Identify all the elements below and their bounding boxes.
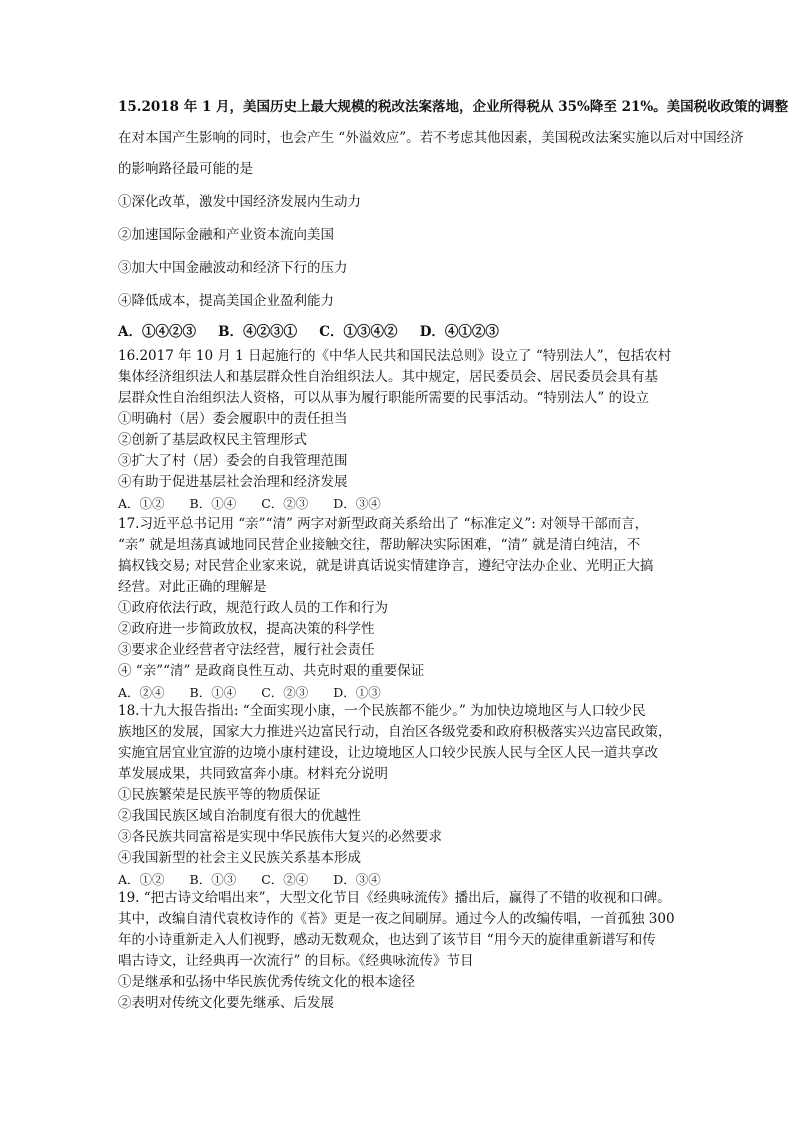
question-18-option-2: ②我国民族区域自治制度有很大的优越性 <box>118 808 361 824</box>
question-19 <box>118 888 778 1014</box>
question-17-stem-line-3: 搞权钱交易; 对民营企业家来说，就是讲真话说实情建诤言，遵纪守法办企业、光明正大搞 <box>118 558 654 574</box>
question-17-answer-choices: A．②④ B．①④ C．②③ D．①③ <box>118 685 381 700</box>
question-18-option-3: ③各民族共同富裕是实现中华民族伟大复兴的必然要求 <box>118 829 442 845</box>
question-19-stem-line-3: 年的小诗重新走入人们视野，感动无数观众，也达到了该节目 “用今天的旋律重新谱写和传 <box>118 932 656 948</box>
question-19-stem-line-2: 其中，改编自清代袁枚诗作的《苔》更是一夜之间刷屏。通过今人的改编传唱，一首孤独 300 <box>118 911 675 927</box>
question-15 <box>118 92 789 348</box>
question-17-option-1: ①政府依法行政，规范行政人员的工作和行为 <box>118 600 388 616</box>
question-17-stem-line-4: 经营。对此正确的理解是 <box>118 579 267 595</box>
question-16-stem-line-3: 层群众性自治组织法人资格，可以从事为履行职能所需要的民事活动。“特别法人” 的设立 <box>118 390 650 406</box>
question-19-stem-line-1: 19. “把古诗文给唱出来”，大型文化节目《经典咏流传》播出后，赢得了不错的收视和口碑。 <box>118 890 671 906</box>
question-18-stem-line-3: 实施宜居宜业宜游的边境小康村建设，让边境地区人口较少民族人民与全区人民一道共享改 <box>118 745 658 761</box>
question-15-option-3: ③加大中国金融波动和经济下行的压力 <box>118 260 348 276</box>
question-18-stem-line-1: 18.十九大报告指出: “全面实现小康，一个民族都不能少。” 为加快边境地区与人口较少民 <box>118 703 646 719</box>
question-18-option-1: ①民族繁荣是民族平等的物质保证 <box>118 787 321 803</box>
question-16-option-3: ③扩大了村（居）委会的自我管理范围 <box>118 453 348 469</box>
question-19-option-2: ②表明对传统文化要先继承、后发展 <box>118 995 334 1011</box>
question-18-stem-line-4: 革发展成果，共同致富奔小康。材料充分说明 <box>118 766 388 782</box>
question-17 <box>118 514 778 703</box>
question-16-option-2: ②创新了基层政权民主管理形式 <box>118 432 307 448</box>
question-18-stem-line-2: 族地区的发展，国家大力推进兴边富民行动，自治区各级党委和政府积极落实兴边富民政策， <box>118 724 672 740</box>
question-16 <box>118 346 778 514</box>
question-15-stem-line-3: 的影响路径最可能的是 <box>118 161 253 177</box>
question-15-option-2: ②加速国际金融和产业资本流向美国 <box>118 227 334 243</box>
question-16-option-1: ①明确村（居）委会履职中的责任担当 <box>118 411 348 427</box>
question-16-answer-choices: A．①② B．①④ C．②③ D．③④ <box>118 496 381 511</box>
question-19-option-1: ①是继承和弘扬中华民族优秀传统文化的根本途径 <box>118 974 415 990</box>
question-17-stem-line-2: “亲” 就是坦荡真诚地同民营企业接触交往，帮助解决实际困难，“清” 就是清白纯洁，不 <box>118 537 641 553</box>
question-19-stem-line-4: 唱古诗文，让经典再一次流行” 的目标。《经典咏流传》节目 <box>118 953 474 969</box>
question-16-stem-line-1: 16.2017 年 10 月 1 日起施行的《中华人民共和国民法总则》设立了 “特别法人”，包括农村 <box>118 348 672 364</box>
question-15-stem-line-2: 在对本国产生影响的同时，也会产生 “外溢效应”。若不考虑其他因素，美国税改法案实施以后对中国经济 <box>118 130 744 146</box>
question-17-stem-line-1: 17.习近平总书记用 “亲”“清” 两字对新型政商关系给出了 “标准定义”: 对领导干部而言， <box>118 516 649 532</box>
question-17-option-2: ②政府进一步简政放权，提高决策的科学性 <box>118 621 375 637</box>
question-18-option-4: ④我国新型的社会主义民族关系基本形成 <box>118 850 361 866</box>
question-15-answer-choices: A．①④②③ B．④②③① C．①③④② D．④①②③ <box>118 324 499 340</box>
question-15-option-1: ①深化改革，激发中国经济发展内生动力 <box>118 194 361 210</box>
question-16-stem-line-2: 集体经济组织法人和基层群众性自治组织法人。其中规定，居民委员会、居民委员会具有基 <box>118 369 658 385</box>
question-18 <box>118 701 778 890</box>
question-16-option-4: ④有助于促进基层社会治理和经济发展 <box>118 474 348 490</box>
question-18-answer-choices: A．①② B．①③ C．②④ D．③④ <box>118 872 381 887</box>
question-17-option-4: ④ “亲”“清” 是政商良性互动、共克时艰的重要保证 <box>118 663 425 679</box>
question-15-option-4: ④降低成本，提高美国企业盈利能力 <box>118 293 334 309</box>
question-17-option-3: ③要求企业经营者守法经营，履行社会责任 <box>118 642 375 658</box>
question-15-stem-line-1: 15.2018 年 1 月，美国历史上最大规模的税改法案落地，企业所得税从 35%降至 21%。美国税收政策的调整 <box>118 99 789 115</box>
